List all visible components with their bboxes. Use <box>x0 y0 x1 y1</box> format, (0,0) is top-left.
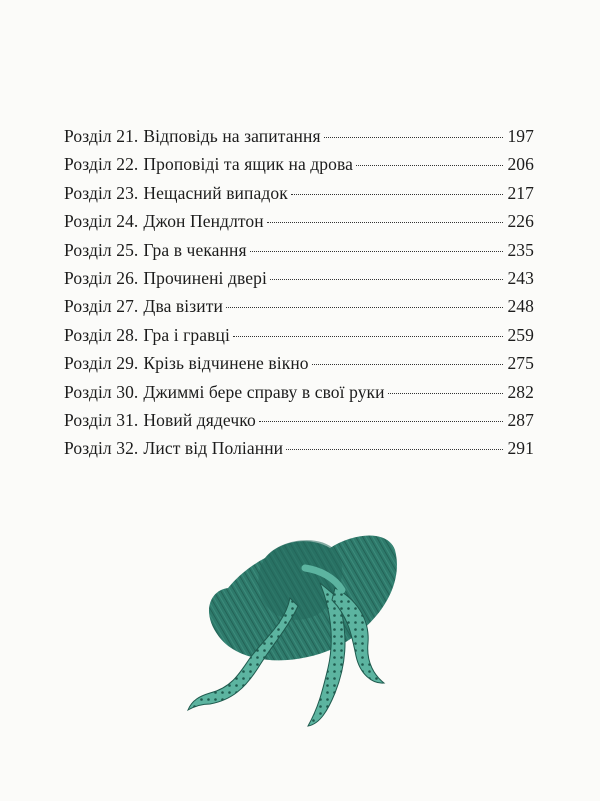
chapter-number: Розділ 27. <box>64 296 139 317</box>
table-of-contents <box>64 126 534 467</box>
leader-dots <box>286 448 503 450</box>
toc-entry[interactable] <box>64 353 534 381</box>
chapter-title: Джон Пендлтон <box>143 211 264 232</box>
chapter-title: Новий дядечко <box>143 409 256 430</box>
toc-entry[interactable] <box>64 268 534 296</box>
chapter-number: Розділ 21. <box>64 126 139 146</box>
chapter-number: Розділ 23. <box>64 182 139 203</box>
toc-entry[interactable] <box>64 325 534 353</box>
page-number: 287 <box>507 409 534 430</box>
page-number: 226 <box>507 211 534 232</box>
chapter-number: Розділ 31. <box>64 409 139 430</box>
toc-entry[interactable] <box>64 382 534 410</box>
page-number: 217 <box>507 182 534 203</box>
chapter-number: Розділ 28. <box>64 324 139 345</box>
toc-entry[interactable] <box>64 296 534 324</box>
chapter-title: Проповіді та ящик на дрова <box>143 154 354 175</box>
leader-dots <box>250 250 503 252</box>
chapter-number: Розділ 22. <box>64 154 139 175</box>
page-number: 197 <box>507 126 534 146</box>
chapter-number: Розділ 30. <box>64 381 139 402</box>
chapter-title: Гра і гравці <box>143 324 230 345</box>
leader-dots <box>270 278 503 280</box>
chapter-title: Відповідь на запитання <box>143 126 321 146</box>
leader-dots <box>312 363 503 365</box>
toc-entry[interactable] <box>64 126 534 154</box>
leader-dots <box>291 193 503 195</box>
leader-dots <box>259 420 503 422</box>
chapter-title: Крізь відчинене вікно <box>143 353 309 374</box>
chapter-title: Нещасний випадок <box>143 182 288 203</box>
chapter-title: Лист від Поліанни <box>143 438 284 459</box>
chapter-number: Розділ 32. <box>64 438 139 459</box>
leader-dots <box>226 306 503 308</box>
toc-entry[interactable] <box>64 438 534 466</box>
page-number: 248 <box>507 296 534 317</box>
leader-dots <box>324 136 503 138</box>
page-number: 291 <box>507 438 534 459</box>
page-number: 275 <box>507 353 534 374</box>
toc-entry[interactable] <box>64 211 534 239</box>
chapter-title: Гра в чекання <box>143 239 247 260</box>
page-number: 243 <box>507 267 534 288</box>
leader-dots <box>388 392 503 394</box>
chapter-number: Розділ 25. <box>64 239 139 260</box>
toc-entry[interactable] <box>64 154 534 182</box>
toc-entry[interactable] <box>64 410 534 438</box>
chapter-number: Розділ 29. <box>64 353 139 374</box>
leader-dots <box>267 221 503 223</box>
chapter-number: Розділ 24. <box>64 211 139 232</box>
chapter-title: Два візити <box>143 296 223 317</box>
hat-illustration-icon <box>170 528 410 738</box>
page-number: 206 <box>507 154 534 175</box>
chapter-title: Прочинені двері <box>143 267 267 288</box>
leader-dots <box>233 335 503 337</box>
page-number: 235 <box>507 239 534 260</box>
chapter-number: Розділ 26. <box>64 267 139 288</box>
page-number: 282 <box>507 381 534 402</box>
toc-entry[interactable] <box>64 183 534 211</box>
page-number: 259 <box>507 324 534 345</box>
toc-entry[interactable] <box>64 240 534 268</box>
leader-dots <box>356 164 503 166</box>
chapter-title: Джиммі бере справу в свої руки <box>143 381 385 402</box>
